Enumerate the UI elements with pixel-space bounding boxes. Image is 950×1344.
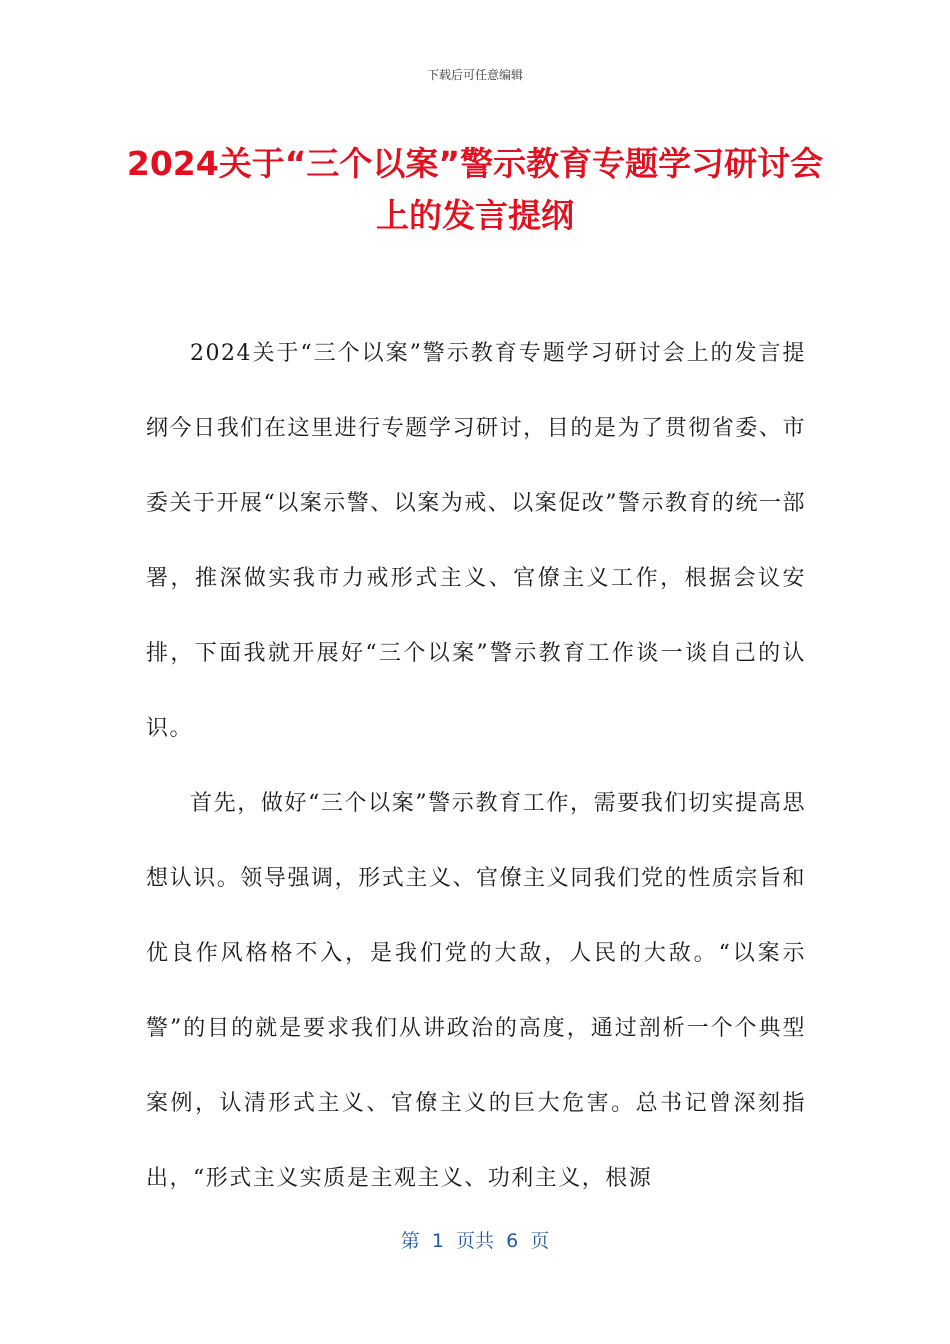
page-footer: 第 1 页共 6 页 [400, 1230, 550, 1252]
paragraph-2: 首先，做好“三个以案”警示教育工作，需要我们切实提高思想认识。领导强调，形式主义、官僚主义同我们党的性质宗旨和优良作风格格不入，是我们党的大敌，人民的大敌。“以案示警”的目的就是要求我们从讲政治的高度，通过剖析一个个典型案例，认清形式主义、官僚主义的巨大危害。总书记曾深刻指出，“形式主义实质是主观主义、功利主义，根源 [146, 791, 806, 1191]
paragraph-1: 2024关于“三个以案”警示教育专题学习研讨会上的发言提纲今日我们在这里进行专题学习研讨，目的是为了贯彻省委、市委关于开展“以案示警、以案为戒、以案促改”警示教育的统一部署，推深做实我市力戒形式主义、官僚主义工作，根据会议安排，下面我就开展好“三个以案”警示教育工作谈一谈自己的认识。 [146, 341, 806, 741]
document-title: 2024关于“三个以案”警示教育专题学习研讨会上的发言提纲 [126, 144, 824, 235]
document-body [146, 316, 806, 1216]
header-note: 下载后可任意编辑 [426, 68, 523, 82]
